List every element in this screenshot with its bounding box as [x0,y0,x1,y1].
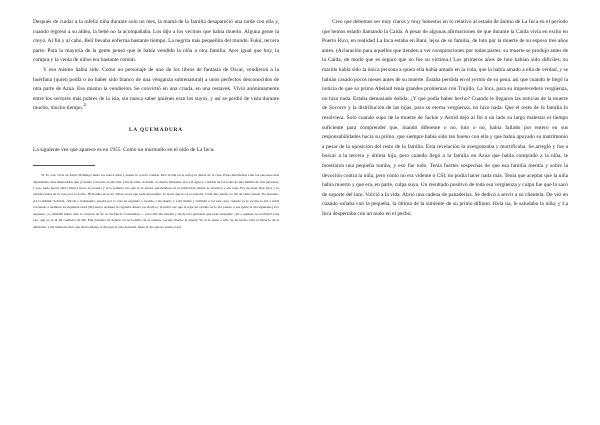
footnote: 31 Yo solo vivía en Santo Domingo hasta los nueve años y anuna tu conocí criadas. Dos vivían en el solloj/os detrás de la casa. Estas muchachas eran las personas más deprimidas, más maltratadas que yo había conocido en mi vida. Una de ellas, Sobrida, cocinaba, limpiaba, iba a el agua y a subida de los botes de una familia de seis personas, y solo tenía nueve años! Nunca fuese la escuela y si la primera vez que la vi estaba ejerciéndose en la habitación detrás de nosotros y sin ropa. Era de tener diez años y se cuidaba fuera de la casa, por la noche. Ni lloraba ni se rió. Otras veces que salía del pueblo, se decía que no se le sentaba. Cada día cuando yo iba de visita donde Tío Antonio, era la misma: Sobrida, callada y trabajando, pasaba por la casa en segundo o cuando a mi abuelo y a mi mamá y también a ver una casa, cuando yo le tocaba se iba a subir corriendo a terminar su siguiente tarea (M) nunca siempre le regalaba dinero en efectivo; la única vez que la traje un vestido se lo vio puesto a esa gente al día siguiente.) Por supuesto, yo también había oído la canción de Yo no Sé Decir: Consentido—, pero ella me miraba y decía rara personas que eran estúpidas. ¿Oí a quiénes le escribiré? Una vez, que yo le di mi camiseta de Mr. Ella pensaba en dejarlo en su bolsillo de la camisa, porque mucho la quería. Yo sí la quise a ella. Se ha hecho vida el silencio de la ambición, y mi memoria dice que ahora mismo el día que la veía desnuda, hasta le dio que no estaba aquí. [33,173,279,229]
right-page [322,18,568,219]
section-opening-paragraph: La siguiente vez que aparece es en 1955. Como un murmullo en el oído de La Inca. [33,146,215,153]
body-paragraph-2 [33,66,279,114]
body-paragraph: Creo que debemos ser muy claros y muy honestos en lo relativo al estado de ánimo de La Inca en el período que hemos estado llamando la Caída. A pesar de algunas afirmaciones de que durante la Caída vivía en exilio en Puerto Rico, en realidad La Inca estaba en Baní, lejos de su familia, de luto por la muerte de su esposo tres años antes. (Aclaración para aquellos que tienden a ver conspiraciones por todas partes: su muerte se produjo antes de la Caída, de modo que es seguro que no fue su víctima.) Los primeros años de luto habían sido difíciles; su marido había sido la única persona a quien ella había amado en la vida, que la había amado a ella de verdad, y se habían casado pocos meses antes de su muerte. Estaba perdida en el yermo de su pena, así que cuando le llegó la noticia de que su primo Abelard tenía grandes problemas con Trujillo, La Inca, para su imperecedera vergüenza, no hizo nada. Estaba demasiado dolida. ¿Y qué podía haber hecho? Cuando le llegaron las noticias de la muerte de Socorro y la distribución de las hijas, para su eterna vergüenza, no hizo nada. Que el resto de la familia lo resolviera. Solo cuando supo de la muerte de Jackie y Astrid dejó al fin a un lado su largo malestar el tiempo suficiente para comprender que, mandó diferente o no, luto o no, había fallado por entero en sus responsabilidades hacia su primo, que siempre había sido tan bueno con ella y que había apoyado su matrimonio a pesar de la oposición del resto de la familia. Esta revelación la avergonzaba y mortificaba. Se arregló y fue a buscar a la tercera y última hija, pero cuando llegó a la familia en Azua que había comprado a la niña, le mostraron una pequeña tumba, y eso fue todo. Tenía fuertes sospechas de que esa familia mentía y sobre la devoción contra la niña, pero como no era vidente o CSI, no podía hacer nada más. Tenía que aceptar que la niña había muerto y que era, en parte, culpa suya. Un resultado positivo de toda esa vergüenza y culpa fue que la sacó de soporte del luto. Volvió a la vida. Abrió una cadena de panaderías. Se dedicó a servir a su clientela. De vez en cuando soñaba con la pequeña, la última de la simiente de su primo difunto. Hola tía, le saludaba la niña, y La Inca despertaba con un nudo en el pecho. [322,19,568,217]
body-paragraph: Después de cuidar a la infeliz niña durante solo un mes, la mamá de la familia desapareció una tarde con ella y, cuando regresó a su aldea, la bebé no la acompañaba. Los dijo a los vecinos que había muerto. Alguna gente la creyó. Al fin y al cabo, Beli llevaba enferma bastante tiempo. La negrita más pequeñita del mundo. Fukú, tercera parte. Para la mayoría de la gente pensó que le había vendido la niña a otra familia. Ayer igual que hoy, la compra y la venta de niños era bastante común. [33,19,279,64]
section-title: LA QUEMADURA [129,126,183,133]
footnote-divider [33,165,95,166]
body-paragraph-2-text: Y eso mismo había sido. Como un personaje de uno de los libros de fantasía de Oscar, vendieron a la huérfana (quien podía o no haber sido blanco de una venganza sobrenatural) a unos perfectos desconocidos de otra parte de Azua. Eso mismo la vendieron. Se convirtió en una criada, en una restavek. Vivió anónimamente entre los sectores más pobres de la isla, sin nunca saber quiénes eran los suyos, y así se perdió de vista durante mucho, mucho tiempo. [33,66,279,112]
footnote-reference: 31 [83,103,87,108]
left-page [33,18,279,230]
